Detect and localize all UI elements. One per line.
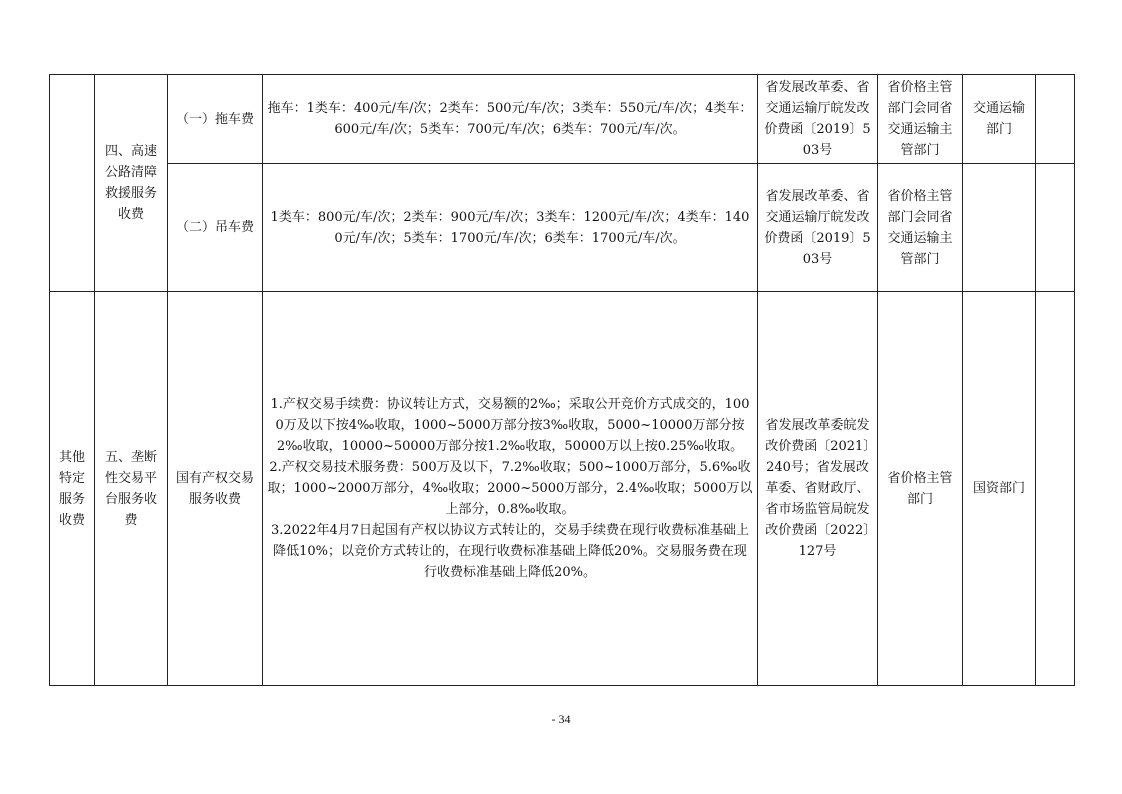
- note-cell: [1036, 164, 1075, 292]
- standard-cell: 1类车：800元/车/次；2类车：900元/车/次；3类车：1200元/车/次；4类车：1400元/车/次；5类车：1700元/车/次；6类车：1700元/车/次。: [263, 164, 758, 292]
- standard-cell: [263, 292, 758, 686]
- authority-cell: 省价格主管部门: [878, 292, 963, 686]
- collector-cell: 国资部门: [963, 292, 1036, 686]
- category-cell: 其他特定服务收费: [50, 292, 95, 686]
- item-cell: 四、高速公路清障救援服务收费: [95, 75, 168, 292]
- basis-cell: 省发展改革委皖发改价费函〔2021〕240号；省发展改革委、省财政厅、省市场监管局皖发改价费函〔2022〕127号: [758, 292, 878, 686]
- basis-cell: 省发展改革委、省交通运输厅皖发改价费函〔2019〕503号: [758, 75, 878, 164]
- table-row: [50, 164, 1075, 292]
- table-row: [50, 75, 1075, 164]
- standard-line: 2.产权交易技术服务费：500万及以下，7.2‰收取；500~1000万部分，5.6‰收取；1000~2000万部分，4‰收取；2000~5000万部分，2.4‰收取；5000万以上部分，0.8‰收取。: [267, 460, 753, 517]
- fee-table: [49, 74, 1075, 686]
- standard-cell: 拖车：1类车：400元/车/次；2类车：500元/车/次；3类车：550元/车/次；4类车：600元/车/次；5类车：700元/车/次；6类车：700元/车/次。: [263, 75, 758, 164]
- authority-cell: 省价格主管部门会同省交通运输主管部门: [878, 164, 963, 292]
- subitem-cell: 国有产权交易服务收费: [168, 292, 263, 686]
- table-row: [50, 292, 1075, 686]
- collector-cell: [963, 164, 1036, 292]
- subitem-cell: （一）拖车费: [168, 75, 263, 164]
- category-cell: [50, 75, 95, 292]
- authority-cell: 省价格主管部门会同省交通运输主管部门: [878, 75, 963, 164]
- collector-cell: 交通运输部门: [963, 75, 1036, 164]
- page-number: - 34: [551, 712, 571, 726]
- note-cell: [1036, 75, 1075, 164]
- standard-line: 3.2022年4月7日起国有产权以协议方式转让的，交易手续费在现行收费标准基础上降低10%；以竞价方式转让的，在现行收费标准基础上降低20%。交易服务费在现行收费标准基础上降低20%。: [270, 523, 750, 580]
- standard-line: 1.产权交易手续费：协议转让方式，交易额的2‰；采取公开竞价方式成交的，1000万及以下按4‰收取，1000~5000万部分按3‰收取，5000~10000万部分按2‰收取，10000~50000万部分按1.2‰收取，50000万以上按0.25‰收取。: [270, 397, 750, 454]
- subitem-cell: （二）吊车费: [168, 164, 263, 292]
- note-cell: [1036, 292, 1075, 686]
- item-cell: 五、垄断性交易平台服务收费: [95, 292, 168, 686]
- basis-cell: 省发展改革委、省交通运输厅皖发改价费函〔2019〕503号: [758, 164, 878, 292]
